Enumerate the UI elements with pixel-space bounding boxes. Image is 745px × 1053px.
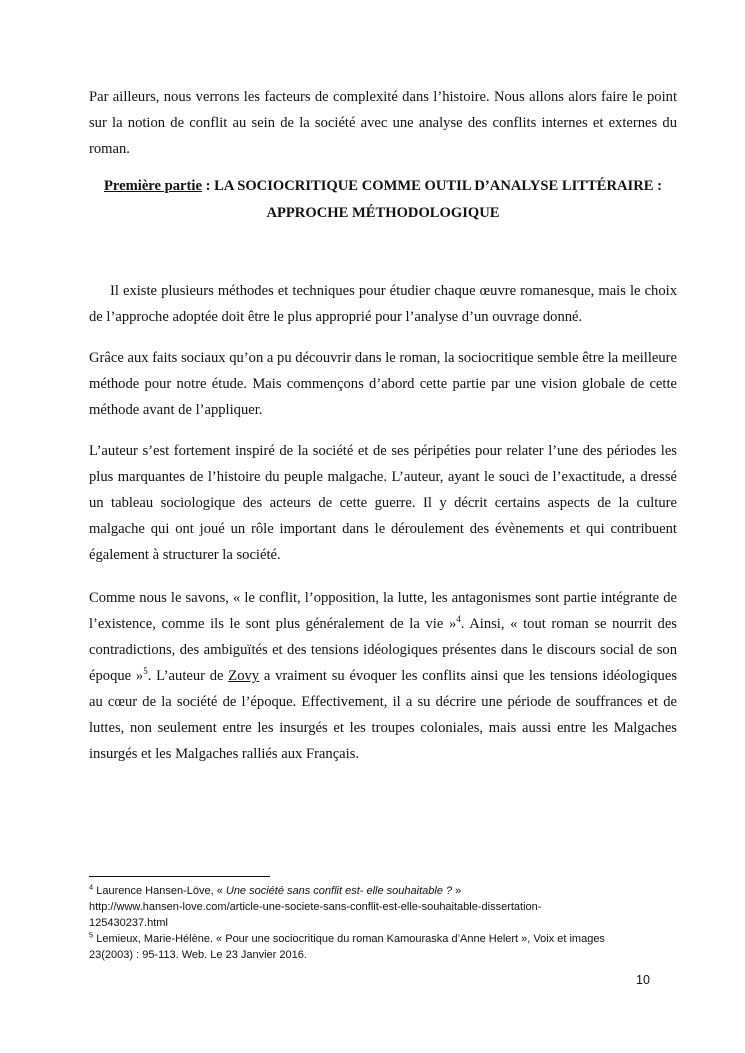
- footnote-4-title: Une société sans conflit est- elle souhaitable ?: [225, 885, 453, 897]
- footnote-5-number: 5: [89, 930, 94, 940]
- footnote-5-text-cont: 23(2003) : 95-113. Web. Le 23 Janvier 2016.: [89, 949, 307, 961]
- paragraph-author-inspiration: L’auteur s’est fortement inspiré de la société et de ses péripéties pour relater l’une des périodes les plus marquantes de l’histoire du peuple malgache. L’auteur, ayant le souci de l’exactitude, a dressé un tableau sociologique des acteurs de cette guerre. Il y décrit certains aspects de la culture malgache qui ont joué un rôle important dans le déroulement des évènements et qui contribuent également à structurer la société.: [89, 443, 677, 563]
- footnote-4: [89, 883, 689, 931]
- footnote-4-author: Laurence Hansen-Löve, «: [93, 885, 226, 897]
- footnote-4-end: »: [452, 885, 462, 897]
- section-heading: [89, 173, 677, 227]
- footnote-5: [89, 931, 689, 963]
- intro-paragraph: Par ailleurs, nous verrons les facteurs de complexité dans l’histoire. Nous allons alors faire le point sur la notion de conflit au sein de la société avec une analyse des conflits internes et externes du roman.: [89, 89, 677, 157]
- text-segment: . Ainsi, « tout roman se nourrit des contradictions, des ambiguïtés et des tensions idéologiques présentes dans le discours social de son époque »: [89, 616, 677, 684]
- footnote-4-line1: [89, 883, 689, 899]
- footnote-separator: [89, 876, 270, 877]
- footnote-5-line1: [89, 931, 689, 947]
- text-segment: Comme nous le savons, « le conflit, l’opposition, la lutte, les antagonismes sont partie intégrante de l’existence, comme ils le sont plus généralement de la vie »: [89, 590, 677, 632]
- footnote-ref-5[interactable]: 5: [143, 666, 148, 677]
- part-label: Première partie: [104, 178, 202, 194]
- footnote-4-url-cont[interactable]: 125430237.html: [89, 917, 168, 929]
- text-segment: . L’auteur de: [147, 668, 229, 684]
- paragraph-conflicts: [89, 585, 677, 767]
- paragraph-sociocritique: Grâce aux faits sociaux qu’on a pu découvrir dans le roman, la sociocritique semble être la meilleure méthode pour notre étude. Mais commençons d’abord cette partie par une vision globale de cette méthode avant de l’appliquer.: [89, 350, 677, 418]
- footnote-4-url[interactable]: http://www.hansen-love.com/article-une-societe-sans-conflit-est-elle-souhaitable-dissertation-: [89, 901, 542, 913]
- page-number: 10: [636, 973, 650, 987]
- heading-separator: :: [201, 178, 215, 194]
- work-title-zovy: Zovy: [228, 668, 260, 684]
- text-segment: a vraiment su évoquer les conflits ainsi que les tensions idéologiques au cœur de la société de l’époque. Effectivement, il a su décrire une période de souffrances et de luttes, non seulement entre les insurgés et les troupes coloniales, mais aussi entre les Malgaches insurgés et les Malgaches ralliés aux Français.: [89, 668, 677, 762]
- part-title: LA SOCIOCRITIQUE COMME OUTIL D’ANALYSE LITTÉRAIRE : APPROCHE MÉTHODOLOGIQUE: [214, 178, 662, 221]
- footnote-4-number: 4: [89, 882, 94, 892]
- footnote-5-text: Lemieux, Marie-Hélène. « Pour une sociocritique du roman Kamouraska d’Anne Helert », Voix et images: [93, 933, 605, 945]
- paragraph-methods: Il existe plusieurs méthodes et techniques pour étudier chaque œuvre romanesque, mais le choix de l’approche adoptée doit être le plus approprié pour l’analyse d’un ouvrage donné.: [89, 283, 677, 325]
- footnote-ref-4[interactable]: 4: [456, 614, 461, 625]
